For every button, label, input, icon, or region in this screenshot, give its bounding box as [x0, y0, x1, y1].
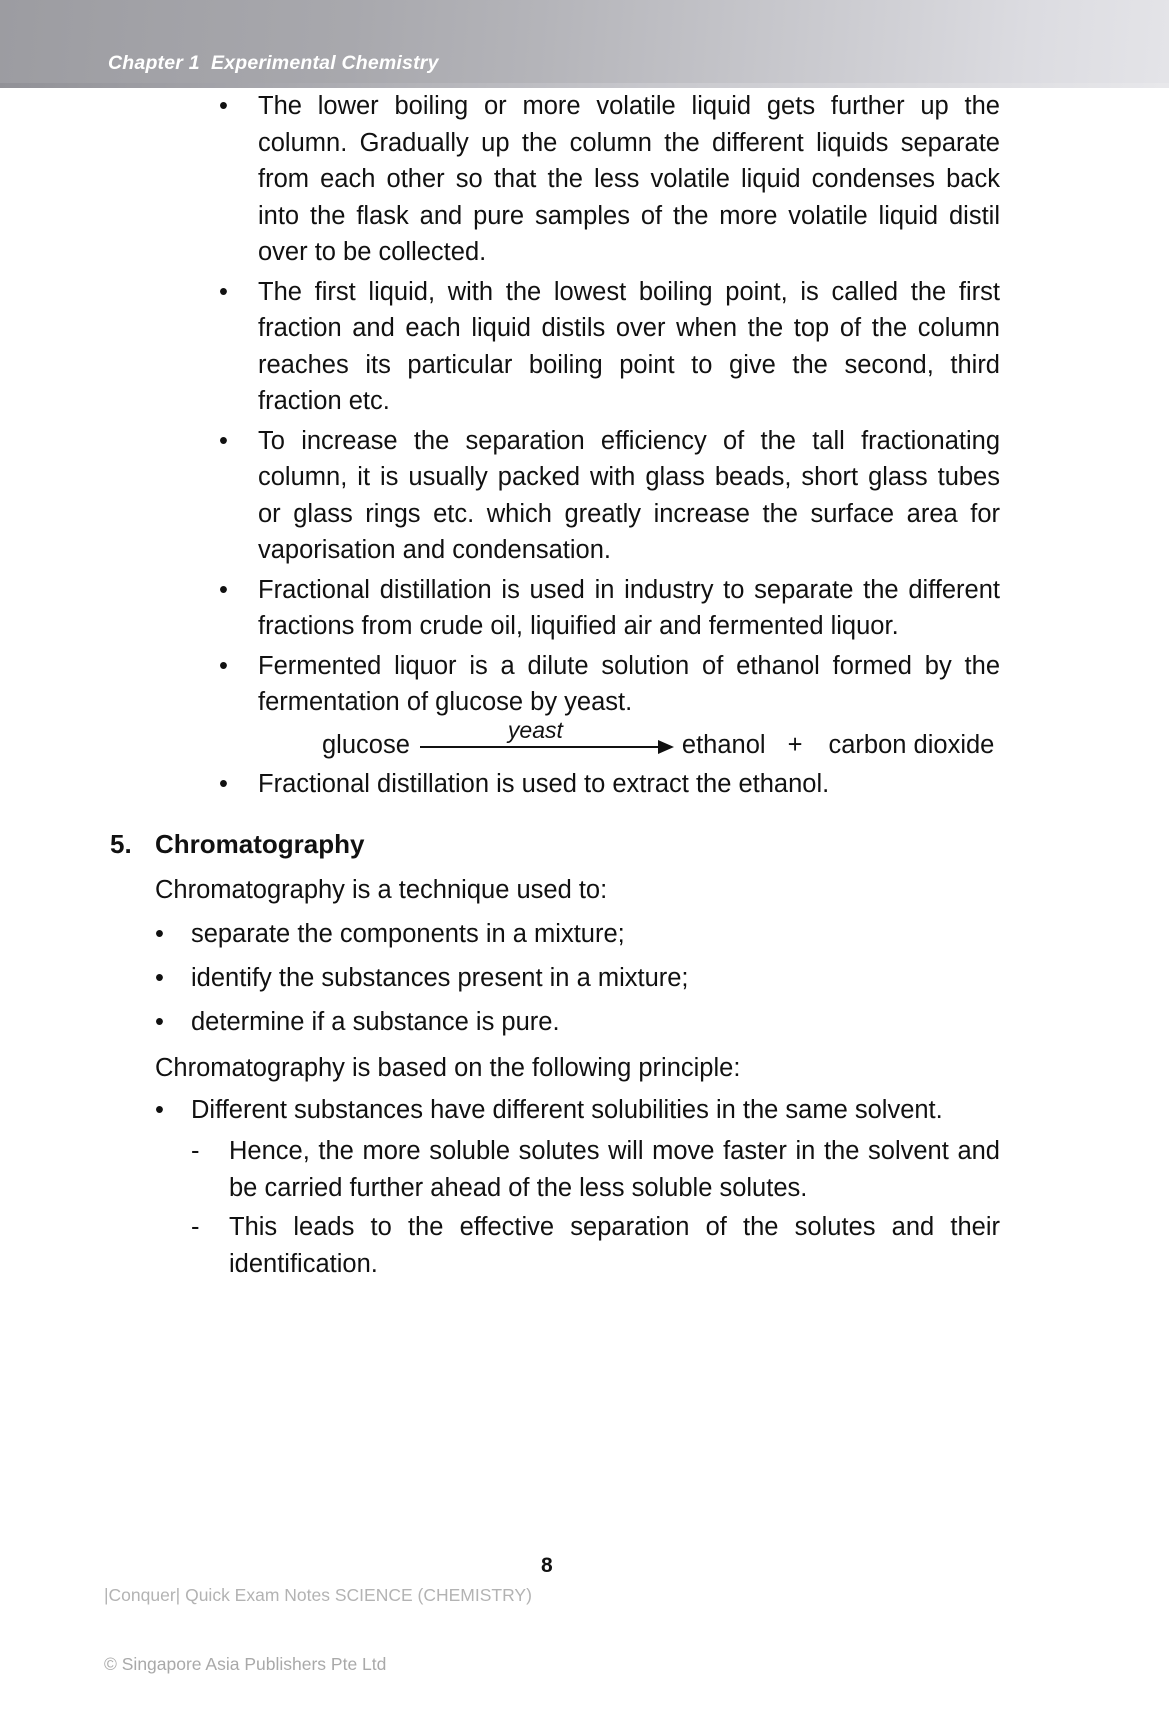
- distillation-bullet-list-end: [0, 766, 1169, 803]
- page-header: [0, 0, 1169, 88]
- dash-icon: -: [191, 1213, 200, 1241]
- list-item: [0, 648, 1169, 721]
- list-item: [0, 1133, 1169, 1207]
- bullet-icon: •: [219, 575, 228, 604]
- bullet-icon: •: [155, 920, 164, 948]
- bullet-icon: •: [219, 651, 228, 680]
- page-content: [0, 88, 1169, 1285]
- list-item: [0, 1002, 1169, 1042]
- distillation-bullet-list: [0, 88, 1169, 721]
- chromatography-intro-1: Chromatography is a technique used to:: [155, 876, 608, 904]
- list-item: [0, 958, 1169, 998]
- list-item: [0, 1209, 1169, 1283]
- section-title: Chromatography: [155, 829, 365, 859]
- list-item-text: The lower boiling or more volatile liquid gets further up the column. Gradually up the column the different liquids separate from each other so that the less volatile liquid condenses back into the flask and pure samples of the more volatile liquid distil over to be collected.: [258, 92, 1000, 266]
- list-item: [0, 1092, 1169, 1129]
- list-item: [0, 274, 1169, 420]
- bullet-icon: •: [219, 769, 228, 798]
- reaction-arrow-icon: [420, 716, 678, 758]
- dash-icon: -: [191, 1137, 200, 1165]
- fermentation-equation: [0, 716, 1169, 762]
- list-item-text: Fermented liquor is a dilute solution of ethanol formed by the fermentation of glucose by yeast.: [258, 651, 1000, 716]
- equation-plus-sign: +: [787, 730, 803, 759]
- list-item-text: This leads to the effective separation of the solutes and their identification.: [229, 1213, 1000, 1278]
- chromatography-intro-2: Chromatography is based on the following principle:: [155, 1054, 741, 1082]
- list-item-text: determine if a substance is pure.: [191, 1008, 560, 1036]
- list-item: [0, 766, 1169, 803]
- list-item: [0, 572, 1169, 645]
- list-item: [0, 88, 1169, 271]
- chapter-title: Chapter 1 Experimental Chemistry: [108, 52, 439, 74]
- list-item-text: Fractional distillation is used in industry to separate the different fractions from crude oil, liquified air and fermented liquor.: [258, 575, 1000, 640]
- equation-product-1: ethanol: [681, 730, 766, 759]
- list-item-text: The first liquid, with the lowest boiling point, is called the first fraction and each liquid distils over when the top of the column reaches its particular boiling point to give the second, third fraction etc.: [258, 277, 1000, 415]
- bullet-icon: •: [219, 92, 228, 120]
- section-heading-chromatography: [0, 824, 1169, 864]
- list-item-text: Hence, the more soluble solutes will move faster in the solvent and be carried further ahead of the less soluble solutes.: [229, 1137, 1000, 1202]
- bullet-icon: •: [155, 964, 164, 992]
- list-item: [0, 914, 1169, 954]
- equation-product-2: carbon dioxide: [828, 730, 995, 759]
- page-number: 8: [541, 1554, 553, 1577]
- list-item-text: separate the components in a mixture;: [191, 920, 625, 948]
- section-number: 5.: [110, 829, 132, 859]
- bullet-icon: •: [155, 1008, 164, 1036]
- list-item-text: To increase the separation efficiency of the tall fractionating column, it is usually packed with glass beads, short glass tubes or glass rings etc. which greatly increase the surface area for vaporisation and condensation.: [258, 426, 1000, 564]
- equation-arrow-label: yeast: [507, 716, 563, 743]
- footer-copyright-line: © Singapore Asia Publishers Pte Ltd: [104, 1654, 387, 1674]
- chromatography-subpoint-list: [0, 1133, 1169, 1283]
- list-item-text: identify the substances present in a mixture;: [191, 964, 689, 992]
- page-footer: [0, 1538, 1169, 1674]
- list-item-text: Different substances have different solubilities in the same solvent.: [191, 1096, 943, 1124]
- list-item: [0, 423, 1169, 569]
- equation-reactant: glucose: [322, 730, 410, 759]
- bullet-icon: •: [155, 1096, 164, 1124]
- list-item-text: Fractional distillation is used to extract the ethanol.: [258, 769, 830, 798]
- footer-credit: [104, 1538, 532, 1722]
- footer-title-line: |Conquer| Quick Exam Notes SCIENCE (CHEMISTRY): [104, 1585, 532, 1605]
- chromatography-uses-list: [0, 914, 1169, 1042]
- bullet-icon: •: [219, 426, 228, 455]
- bullet-icon: •: [219, 277, 228, 306]
- chromatography-principle-list: [0, 1092, 1169, 1129]
